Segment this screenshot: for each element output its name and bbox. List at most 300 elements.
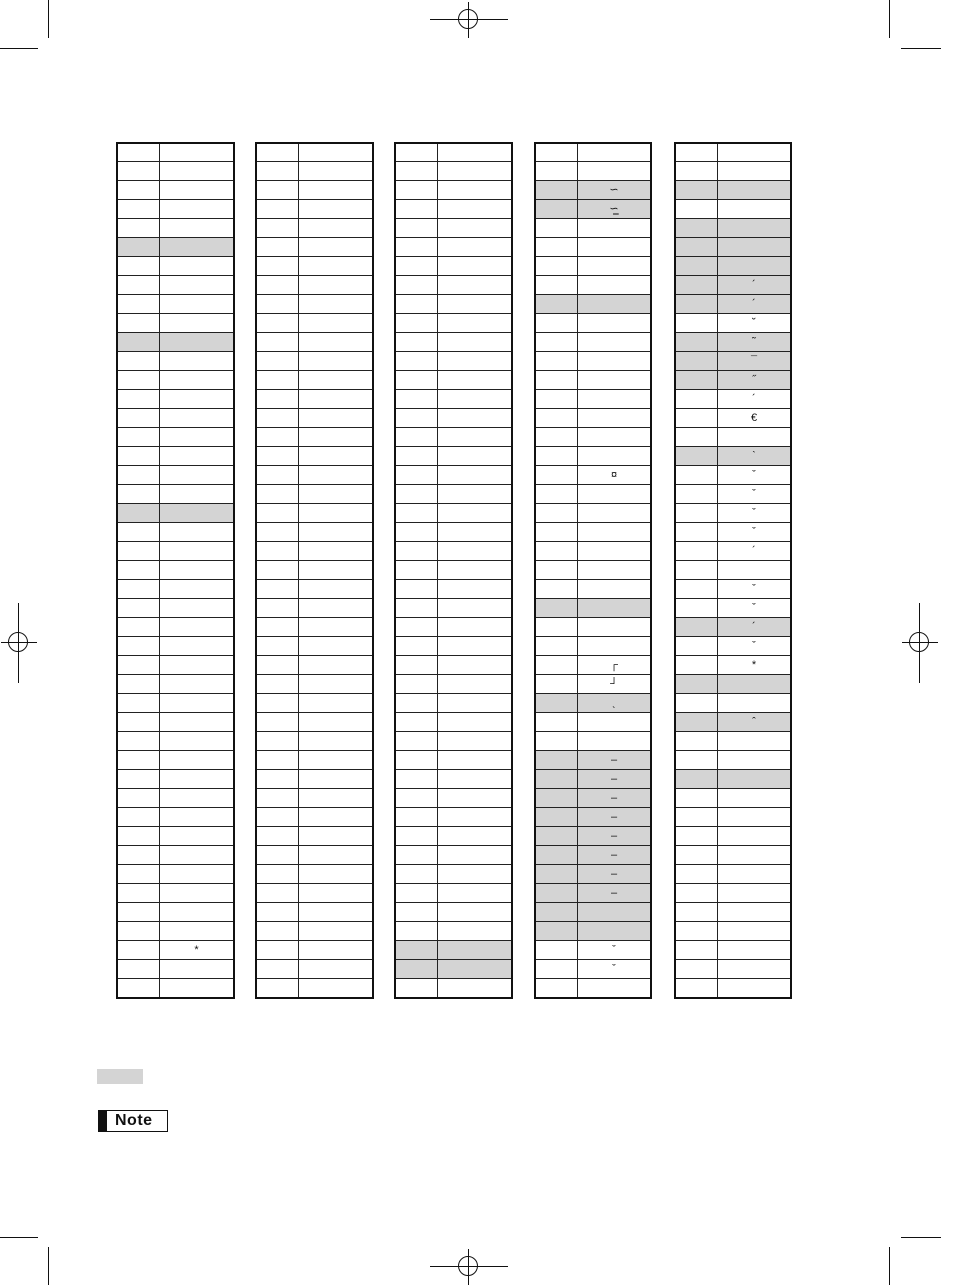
table-row [676,447,790,466]
character-cell [438,181,511,199]
table-row [536,276,650,295]
character-cell [718,219,790,237]
character-cell [160,276,233,294]
code-cell [676,371,718,389]
character-cell [578,523,650,541]
character-cell [578,295,650,313]
code-cell [676,865,718,883]
code-cell [257,618,299,636]
code-cell [396,561,438,579]
table-row [257,144,372,162]
character-cell [578,162,650,180]
table-row [257,504,372,523]
table-row [536,732,650,751]
character-cell [299,561,372,579]
character-cell: ˇ [752,525,756,538]
table-row [676,675,790,694]
code-cell [257,144,299,161]
character-table-4 [534,142,652,999]
table-row [536,846,650,865]
character-cell [718,884,790,902]
table-row [118,466,233,485]
code-cell [118,276,160,294]
code-cell [676,713,718,731]
character-cell [438,694,511,712]
code-cell [257,447,299,465]
code-cell [536,827,578,845]
code-cell [257,751,299,769]
character-cell: ˎ [578,694,650,712]
character-cell: ˋ [718,447,790,465]
code-cell [676,637,718,655]
code-cell [257,371,299,389]
code-cell [676,333,718,351]
crop-mark [48,0,49,38]
character-cell [438,922,511,940]
table-row [676,466,790,485]
table-row [536,144,650,162]
table-row [396,409,511,428]
code-cell [676,751,718,769]
code-cell [676,162,718,180]
code-cell [396,846,438,864]
table-row [536,162,650,181]
table-row [257,846,372,865]
table-row [536,371,650,390]
code-cell [396,162,438,180]
character-cell [438,599,511,617]
character-cell: ˇ [612,943,616,956]
table-row [676,390,790,409]
table-row [676,314,790,333]
character-cell [718,238,790,256]
character-table-3 [394,142,513,999]
code-cell [536,789,578,807]
code-cell [118,941,160,959]
character-cell [299,295,372,313]
code-cell [118,333,160,351]
table-row [396,922,511,941]
code-cell [536,371,578,389]
table-row [396,903,511,922]
code-cell [536,770,578,788]
code-cell [536,694,578,712]
table-row [118,656,233,675]
code-cell [257,466,299,484]
character-cell: ˇ [752,487,756,500]
code-cell [536,390,578,408]
code-cell [257,979,299,997]
character-cell [578,504,650,522]
character-cell [578,637,650,655]
character-cell: – [578,846,650,864]
character-cell [160,922,233,940]
table-row [257,865,372,884]
character-cell [160,979,233,997]
code-cell [676,580,718,598]
character-cell [578,409,650,427]
table-row [676,827,790,846]
character-cell [438,390,511,408]
table-row [257,181,372,200]
code-cell [257,770,299,788]
character-cell: ˇ [752,506,756,519]
table-row [536,257,650,276]
character-cell [160,618,233,636]
character-cell [438,808,511,826]
character-cell [299,523,372,541]
table-row [676,713,790,732]
character-cell: ´ [718,276,790,294]
code-cell [676,390,718,408]
code-cell [536,238,578,256]
character-cell [160,770,233,788]
code-cell [257,694,299,712]
table-row [257,751,372,770]
table-row [257,656,372,675]
table-row [396,466,511,485]
crop-mark [0,1237,38,1238]
table-row [257,314,372,333]
code-cell [396,751,438,769]
character-cell [438,409,511,427]
code-cell [257,485,299,503]
note-text: Note [115,1112,153,1129]
table-row [536,713,650,732]
code-cell [396,295,438,313]
character-cell [578,390,650,408]
table-row [257,789,372,808]
table-row [118,922,233,941]
character-table-5 [674,142,792,999]
table-row [257,637,372,656]
table-row [536,808,650,827]
table-row [257,960,372,979]
character-cell [299,485,372,503]
character-cell: ˇ [752,582,756,595]
table-row [536,770,650,789]
table-row [257,941,372,960]
table-row [118,827,233,846]
table-row [676,694,790,713]
table-row [676,903,790,922]
code-cell [396,485,438,503]
code-cell [118,979,160,997]
code-cell [257,846,299,864]
table-row [257,903,372,922]
registration-mark-left [1,625,37,661]
code-cell [536,181,578,199]
character-cell [718,732,790,750]
code-cell [676,295,718,313]
character-cell [438,257,511,275]
code-cell [676,144,718,161]
code-cell [536,504,578,522]
table-row [118,485,233,504]
table-row [676,656,790,675]
code-cell [676,542,718,560]
table-row [396,808,511,827]
code-cell [676,884,718,902]
registration-mark-right [902,625,938,661]
code-cell [257,789,299,807]
code-cell [536,466,578,484]
character-cell [718,751,790,769]
character-cell: – [578,865,650,883]
code-cell [676,504,718,522]
code-cell [536,295,578,313]
table-row [118,333,233,352]
code-cell [257,428,299,446]
character-cell [578,257,650,275]
table-row [396,523,511,542]
character-cell [578,713,650,731]
table-row [257,466,372,485]
character-cell [438,751,511,769]
code-cell [118,409,160,427]
character-cell [299,580,372,598]
code-cell [396,371,438,389]
character-cell [578,352,650,370]
table-row [396,561,511,580]
table-row [118,713,233,732]
character-cell [160,181,233,199]
code-cell [536,922,578,940]
character-cell [438,219,511,237]
character-cell [718,770,790,788]
table-row [257,561,372,580]
character-cell [299,694,372,712]
code-cell [118,219,160,237]
code-cell [676,466,718,484]
table-row [118,428,233,447]
character-cell [438,960,511,978]
code-cell [118,599,160,617]
code-cell [536,276,578,294]
code-cell [536,144,578,161]
table-row [118,751,233,770]
character-cell [299,238,372,256]
character-cell [438,276,511,294]
code-cell [118,314,160,332]
code-cell [676,903,718,921]
character-cell [578,238,650,256]
character-cell [718,827,790,845]
table-row [257,884,372,903]
character-table-2 [255,142,374,999]
table-row [676,637,790,656]
table-row [396,675,511,694]
table-row [118,276,233,295]
table-row [676,561,790,580]
character-cell [578,580,650,598]
character-cell [438,352,511,370]
table-row [676,865,790,884]
character-cell [718,200,790,218]
code-cell [676,960,718,978]
character-cell [438,979,511,997]
code-cell [257,238,299,256]
character-cell [438,371,511,389]
code-cell [118,960,160,978]
code-cell [257,656,299,674]
character-cell [578,732,650,750]
table-row [536,656,650,675]
code-cell [536,523,578,541]
table-row [118,295,233,314]
table-row [536,333,650,352]
character-cell [299,409,372,427]
table-row [396,694,511,713]
character-cell [299,314,372,332]
code-cell [118,390,160,408]
table-row [536,523,650,542]
character-cell [160,732,233,750]
table-row [536,409,650,428]
table-row [536,485,650,504]
table-row [396,447,511,466]
code-cell [676,352,718,370]
table-row [536,466,650,485]
code-cell [676,732,718,750]
table-row [118,504,233,523]
code-cell [396,675,438,693]
table-row [536,694,650,713]
code-cell [118,770,160,788]
character-cell [718,257,790,275]
character-cell [160,789,233,807]
code-cell [676,827,718,845]
character-cell [299,903,372,921]
table-row [118,409,233,428]
code-cell [257,409,299,427]
character-cell [718,846,790,864]
table-row [257,238,372,257]
character-cell [299,846,372,864]
character-cell [299,713,372,731]
character-cell: € [750,411,758,424]
character-cell [718,694,790,712]
character-cell [160,447,233,465]
code-cell [676,485,718,503]
code-cell [118,144,160,161]
table-row [536,979,650,997]
table-row [536,200,650,219]
table-row [536,941,650,960]
table-row [257,580,372,599]
table-row [536,561,650,580]
table-row [396,371,511,390]
table-row [676,219,790,238]
table-row [396,162,511,181]
table-row [257,371,372,390]
character-cell [438,542,511,560]
table-row [396,884,511,903]
code-cell [396,637,438,655]
character-cell [718,428,790,446]
table-row [257,333,372,352]
code-cell [676,409,718,427]
crop-mark [901,1237,941,1238]
table-row [257,200,372,219]
code-cell [676,808,718,826]
code-cell [118,732,160,750]
character-cell [299,162,372,180]
character-cell [438,789,511,807]
code-cell [257,808,299,826]
character-cell [160,144,233,161]
table-row [676,428,790,447]
character-cell [438,333,511,351]
character-cell: ∽̲ [578,200,650,218]
table-row [257,922,372,941]
character-cell [299,371,372,389]
code-cell [396,979,438,997]
table-row [118,352,233,371]
table-row [676,884,790,903]
code-cell [396,618,438,636]
table-row [676,352,790,371]
code-cell [118,808,160,826]
code-cell [118,789,160,807]
character-cell [160,751,233,769]
table-row [536,428,650,447]
table-row [536,922,650,941]
code-cell [257,504,299,522]
character-cell: ┌ [610,658,618,671]
table-row [118,257,233,276]
table-row [257,618,372,637]
table-row [257,732,372,751]
table-row [118,181,233,200]
character-cell [438,580,511,598]
table-row [396,599,511,618]
code-cell [676,276,718,294]
code-cell [676,428,718,446]
table-row [118,884,233,903]
table-row [396,390,511,409]
code-cell [257,523,299,541]
code-cell [676,770,718,788]
table-row [118,314,233,333]
character-cell [160,371,233,389]
character-cell: ˇ [752,468,756,481]
code-cell [396,770,438,788]
code-cell [118,637,160,655]
table-row [118,770,233,789]
code-cell [536,656,578,674]
character-cell [438,884,511,902]
table-row [676,789,790,808]
code-cell [118,371,160,389]
code-cell [257,561,299,579]
character-cell [299,770,372,788]
table-row [396,713,511,732]
note-bar-icon [99,1111,107,1131]
code-cell [396,713,438,731]
table-row [118,960,233,979]
character-cell [438,314,511,332]
character-cell [578,333,650,351]
code-cell [396,144,438,161]
table-row [676,542,790,561]
shaded-legend-swatch [97,1069,143,1084]
table-row [257,276,372,295]
code-cell [536,960,578,978]
table-row [676,618,790,637]
table-row [257,808,372,827]
table-row [257,428,372,447]
